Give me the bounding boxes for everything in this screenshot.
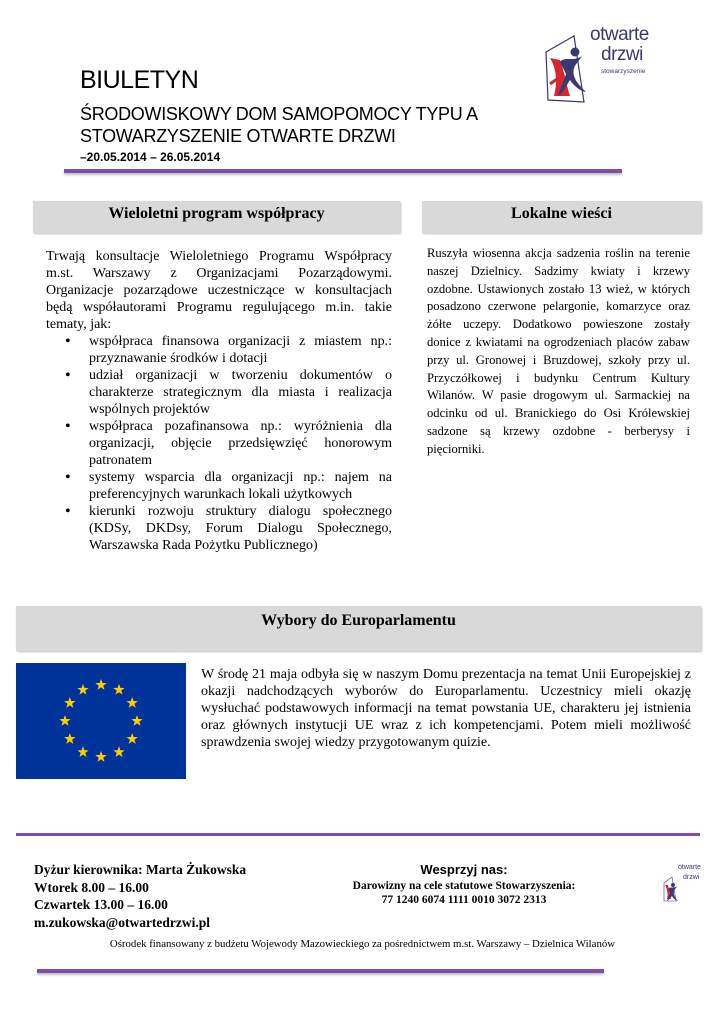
- program-section-title: Wieloletni program współpracy: [108, 205, 325, 222]
- organization-name: STOWARZYSZENIE OTWARTE DRZWI: [80, 126, 396, 146]
- eu-elections-section-header: [16, 606, 701, 651]
- list-item: • współpraca pozafinansowa np.: wyróżnienia dla organizacji, objęcie przedsięwzięć honorowym patronatem: [89, 418, 392, 469]
- eu-elections-body: W środę 21 maja odbyła się w naszym Domu prezentacja na temat Unii Europejskiej z okazji nadchodzących wyborów do Europarlamentu. Uczestnicy mieli okazję wysłuchać podstawowych informacji na temat powstania UE, charakteru jej istnienia oraz głównych instytucji UE wraz z ich kompetencjami. Potem mieli możliwość sprawdzenia swojej wiedzy przygotowanym quizie.: [201, 667, 691, 750]
- list-item: • systemy wsparcia dla organizacji np.: najem na preferencyjnych warunkach lokali użytkowych: [89, 469, 392, 503]
- program-section-header: [33, 201, 400, 233]
- tuesday-hours: Wtorek 8.00 – 16.00: [34, 879, 149, 895]
- footer-divider-bottom: [37, 969, 604, 973]
- local-news-body: Ruszyła wiosenna akcja sadzenia roślin na terenie naszej Dzielnicy. Sadzimy kwiaty i krzewy ozdobne. Ustawionych zostało 13 wież, w których posadzono czerwone pelargonie, komarzyce oraz żółte uczepy. Dodatkowo powieszone zostały donice z kwiatami na ogrodzeniach placów zabaw przy ul. Gronowej i Bruzdowej, szkoły przy ul. Przyczółkowej i budynku Centrum Kultury Wilanów. W pasie drogowym ul. Sarmackiej na odcinku od ul. Branickiego do Osi Królewskiej sadzone są krzewy ozdobne - berberysy i pięciorniki.: [427, 246, 690, 456]
- support-box: [318, 862, 610, 906]
- eu-flag-image: [16, 663, 186, 779]
- eu-elections-section-title: Wybory do Europarlamentu: [261, 612, 456, 629]
- logo-text-otwarte: otwarte: [590, 24, 649, 45]
- local-news-section-header: [422, 201, 701, 233]
- duty-manager: Dyżur kierownika: Marta Żukowska: [34, 862, 247, 877]
- logo-text-drzwi: drzwi: [601, 44, 643, 65]
- logo-text-stowarzyszenie: stowarzyszenie: [601, 68, 646, 75]
- bank-account-number: 77 1240 6074 1111 0010 3072 2313: [381, 894, 547, 906]
- contact-email[interactable]: m.zukowska@otwartedrzwi.pl: [34, 914, 211, 930]
- footer-logo-text-otwarte: otwarte: [678, 864, 701, 871]
- footer-logo-text-drzwi: drzwi: [683, 874, 700, 881]
- program-topics-list: [46, 333, 392, 554]
- program-section-body: [46, 248, 392, 554]
- header-divider: [64, 169, 622, 173]
- list-item: • kierunki rozwoju struktury dialogu społecznego (KDSy, DKDsy, Forum Dialogu Społecznego, Warszawska Rada Pożytku Publicznego): [89, 503, 392, 554]
- program-intro: Trwają konsultacje Wieloletniego Programu Współpracy m.st. Warszawy z Organizacjami Pozarządowymi. Organizacje pozarządowe uczestniczące w konsultacjach będą współautorami Programu regulującego m.in. takie tematy, jak:: [46, 249, 392, 332]
- organization-type: ŚRODOWISKOWY DOM SAMOPOMOCY TYPU A: [80, 104, 478, 124]
- date-range: –20.05.2014 – 26.05.2014: [80, 150, 221, 164]
- support-title: Wesprzyj nas:: [420, 862, 508, 877]
- support-description: Darowizny na cele statutowe Stowarzyszenia:: [352, 880, 576, 892]
- list-item: • współpraca finansowa organizacji z miastem np.: przyznawanie środków i dotacji: [89, 333, 392, 367]
- footer-divider-top: [16, 833, 700, 836]
- list-item: • udział organizacji w tworzeniu dokumentów o charakterze strategicznym dla miasta i realizacja wspólnych projektów: [89, 367, 392, 418]
- thursday-hours: Czwartek 13.00 – 16.00: [34, 897, 168, 912]
- footer-contact: [34, 861, 314, 931]
- funding-note: Ośrodek finansowany z budżetu Wojewody Mazowieckiego za pośrednictwem m.st. Warszawy – Dzielnica Wilanów: [109, 938, 616, 950]
- local-news-section-title: Lokalne wieści: [511, 205, 612, 222]
- bulletin-title: BIULETYN: [80, 66, 199, 94]
